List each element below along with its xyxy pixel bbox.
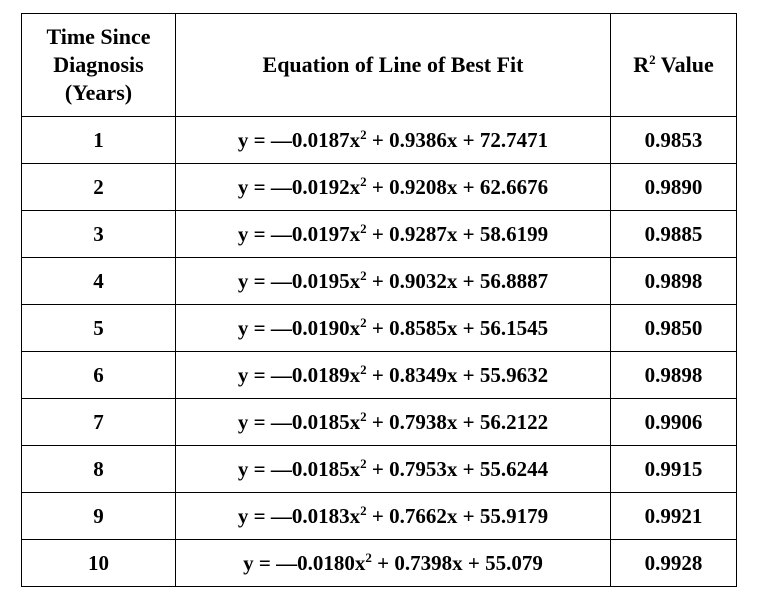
- cell-r2-value: 0.9898: [611, 352, 737, 399]
- equation-text: [238, 363, 548, 387]
- table-row: [22, 164, 737, 211]
- cell-year: 8: [22, 446, 176, 493]
- table-row: [22, 352, 737, 399]
- equation-text: [238, 316, 548, 340]
- equation-text: [238, 175, 548, 199]
- table-row: [22, 399, 737, 446]
- equation-remaining-terms: + 0.7938x + 56.2122: [366, 409, 549, 434]
- header-time-since-diagnosis: [22, 14, 176, 117]
- table-row: [22, 446, 737, 493]
- header-r2-base: R: [633, 52, 650, 77]
- equation-exponent: 2: [360, 126, 367, 142]
- equation-remaining-terms: + 0.9208x + 62.6676: [366, 174, 549, 199]
- cell-r2-value: 0.9906: [611, 399, 737, 446]
- equation-remaining-terms: + 0.8349x + 55.9632: [366, 362, 549, 387]
- equation-text: [238, 222, 548, 246]
- header-r2-sup: 2: [649, 52, 656, 67]
- cell-equation: [176, 117, 611, 164]
- cell-equation: [176, 352, 611, 399]
- equation-quadratic-term: y = —0.0190x: [237, 315, 361, 340]
- cell-equation: [176, 493, 611, 540]
- equation-remaining-terms: + 0.7662x + 55.9179: [366, 503, 549, 528]
- equation-text: [238, 269, 548, 293]
- equation-quadratic-term: y = —0.0185x: [237, 409, 361, 434]
- cell-r2-value: 0.9853: [611, 117, 737, 164]
- cell-year: 5: [22, 305, 176, 352]
- equation-quadratic-term: y = —0.0192x: [237, 174, 361, 199]
- header-equation: Equation of Line of Best Fit: [176, 14, 611, 117]
- cell-year: 7: [22, 399, 176, 446]
- equation-remaining-terms: + 0.9032x + 56.8887: [366, 268, 549, 293]
- table-row: [22, 540, 737, 587]
- table-row: [22, 305, 737, 352]
- equation-exponent: 2: [360, 267, 367, 283]
- best-fit-table: [21, 13, 737, 587]
- equation-remaining-terms: + 0.7398x + 55.079: [371, 550, 543, 575]
- equation-text: [238, 128, 548, 152]
- equation-quadratic-term: y = —0.0187x: [237, 127, 361, 152]
- cell-r2-value: 0.9890: [611, 164, 737, 211]
- equation-text: [243, 551, 543, 575]
- cell-r2-value: 0.9928: [611, 540, 737, 587]
- table-body: [22, 117, 737, 587]
- cell-year: 4: [22, 258, 176, 305]
- cell-r2-value: 0.9915: [611, 446, 737, 493]
- cell-year: 3: [22, 211, 176, 258]
- equation-exponent: 2: [360, 455, 367, 471]
- header-row: [22, 14, 737, 117]
- equation-exponent: 2: [360, 220, 367, 236]
- cell-r2-value: 0.9898: [611, 258, 737, 305]
- table-row: [22, 493, 737, 540]
- equation-quadratic-term: y = —0.0189x: [237, 362, 361, 387]
- header-time-line-1: Time Since: [46, 24, 151, 49]
- table-row: [22, 258, 737, 305]
- header-r2-suffix: Value: [655, 52, 714, 77]
- cell-r2-value: 0.9850: [611, 305, 737, 352]
- cell-equation: [176, 258, 611, 305]
- equation-quadratic-term: y = —0.0197x: [237, 221, 361, 246]
- equation-exponent: 2: [360, 361, 367, 377]
- equation-exponent: 2: [365, 549, 372, 565]
- cell-year: 9: [22, 493, 176, 540]
- equation-text: [238, 457, 548, 481]
- equation-quadratic-term: y = —0.0183x: [237, 503, 361, 528]
- equation-remaining-terms: + 0.9386x + 72.7471: [366, 127, 549, 152]
- cell-equation: [176, 211, 611, 258]
- table-row: [22, 211, 737, 258]
- cell-year: 10: [22, 540, 176, 587]
- cell-equation: [176, 446, 611, 493]
- equation-remaining-terms: + 0.8585x + 56.1545: [366, 315, 549, 340]
- header-time-line-3: (Years): [64, 80, 133, 105]
- cell-equation: [176, 399, 611, 446]
- equation-exponent: 2: [360, 314, 367, 330]
- equation-exponent: 2: [360, 502, 367, 518]
- equation-remaining-terms: + 0.7953x + 55.6244: [366, 456, 549, 481]
- equation-text: [238, 504, 548, 528]
- equation-remaining-terms: + 0.9287x + 58.6199: [366, 221, 549, 246]
- equation-text: [238, 410, 548, 434]
- cell-year: 1: [22, 117, 176, 164]
- cell-r2-value: 0.9921: [611, 493, 737, 540]
- cell-equation: [176, 164, 611, 211]
- cell-equation: [176, 540, 611, 587]
- equation-quadratic-term: y = —0.0195x: [237, 268, 361, 293]
- cell-year: 6: [22, 352, 176, 399]
- cell-year: 2: [22, 164, 176, 211]
- cell-equation: [176, 305, 611, 352]
- table-row: [22, 117, 737, 164]
- cell-r2-value: 0.9885: [611, 211, 737, 258]
- equation-quadratic-term: y = —0.0185x: [237, 456, 361, 481]
- equation-quadratic-term: y = —0.0180x: [243, 550, 366, 575]
- header-r2-value: [611, 14, 737, 117]
- equation-exponent: 2: [360, 173, 367, 189]
- header-time-line-2: Diagnosis: [53, 52, 144, 77]
- equation-exponent: 2: [360, 408, 367, 424]
